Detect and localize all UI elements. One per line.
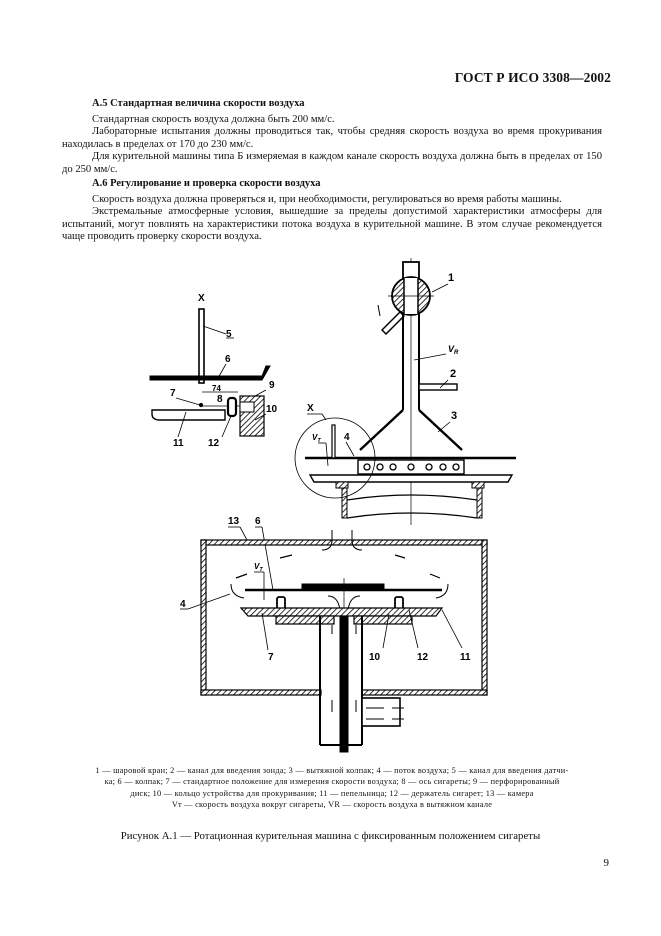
svg-text:7: 7 (268, 652, 274, 663)
svg-text:5: 5 (226, 329, 232, 340)
svg-text:VR: $V_R$ (448, 344, 459, 356)
svg-text:3: 3 (451, 410, 458, 422)
paragraph: Экстремальные атмосферные условия, вышедшие за пределы допустимой характеристики атмосферы для испытаний, могут повлиять на характеристики потока воздуха в курительной машине. В этом случае рекомендуется чаще проводить проверку скорости воздуха. (62, 206, 602, 243)
svg-text:10: 10 (266, 404, 278, 415)
legend-line: 1 — шаровой кран; 2 — канал для введения зонда; 3 — вытяжной колпак; 4 — поток воздуха; 5 — канал для введения датчи- (95, 766, 569, 775)
svg-text:7: 7 (170, 388, 176, 399)
svg-text:6: 6 (255, 516, 261, 527)
document-standard-header: ГОСТ Р ИСО 3308—2002 (454, 70, 611, 85)
detail-x-drawing (150, 293, 278, 449)
section-a6-body (62, 194, 602, 244)
svg-text:VT: $V_T$ (312, 433, 321, 444)
hood-assembly-drawing (295, 258, 516, 525)
svg-text:74: 74 (212, 384, 221, 393)
section-a5-body (62, 114, 602, 176)
paragraph: Для курительной машины типа Б измеряемая в каждом канале скорость воздуха должна быть в пределах от 150 до 250 мм/с. (62, 151, 602, 175)
svg-text:8: 8 (217, 394, 223, 405)
svg-text:12: 12 (208, 438, 220, 449)
svg-text:VT: $V_T$ (254, 562, 263, 573)
chamber-drawing (180, 516, 487, 752)
svg-text:X: X (307, 403, 314, 414)
svg-text:6: 6 (225, 354, 231, 365)
svg-text:11: 11 (173, 438, 184, 449)
figure-legend (58, 765, 606, 811)
legend-line: Vт — скорость воздуха вокруг сигареты, VR — скорость воздуха в вытяжном канале (171, 800, 493, 810)
svg-text:X: X (198, 293, 205, 304)
svg-text:2: 2 (450, 368, 457, 380)
paragraph: Лабораторные испытания должны проводиться так, чтобы средняя скорость воздуха во время прокуривания находилась в пределах от 170 до 230 мм/с. (62, 126, 602, 150)
svg-text:12: 12 (417, 652, 429, 663)
page-number: 9 (603, 857, 609, 869)
paragraph: Скорость воздуха должна проверяться и, при необходимости, регулироваться во время работы машины. (92, 194, 562, 205)
figure-caption: Рисунок А.1 — Ротационная курительная машина с фиксированным положением сигареты (120, 830, 541, 842)
paragraph: Стандартная скорость воздуха должна быть 200 мм/с. (92, 114, 335, 125)
section-a5-title: А.5 Стандартная величина скорости воздуха (92, 98, 305, 109)
legend-line: ка; 6 — колпак; 7 — стандартное положение для измерения скорости воздуха; 8 — ось сигареты; 9 — перфорированный (104, 777, 560, 787)
svg-text:1: 1 (448, 272, 455, 284)
svg-text:4: 4 (180, 599, 186, 610)
figure-smoking-machine (0, 250, 661, 770)
svg-text:11: 11 (460, 652, 471, 663)
legend-line: диск; 10 — кольцо устройства для прокуривания; 11 — пепельница; 12 — держатель сигарет; 13 — камера (130, 788, 534, 798)
svg-text:10: 10 (369, 652, 381, 663)
svg-text:4: 4 (344, 432, 350, 443)
section-a6-title: А.6 Регулирование и проверка скорости воздуха (92, 178, 321, 189)
svg-text:9: 9 (269, 380, 275, 391)
svg-text:13: 13 (228, 516, 240, 527)
technical-drawing (0, 250, 661, 770)
